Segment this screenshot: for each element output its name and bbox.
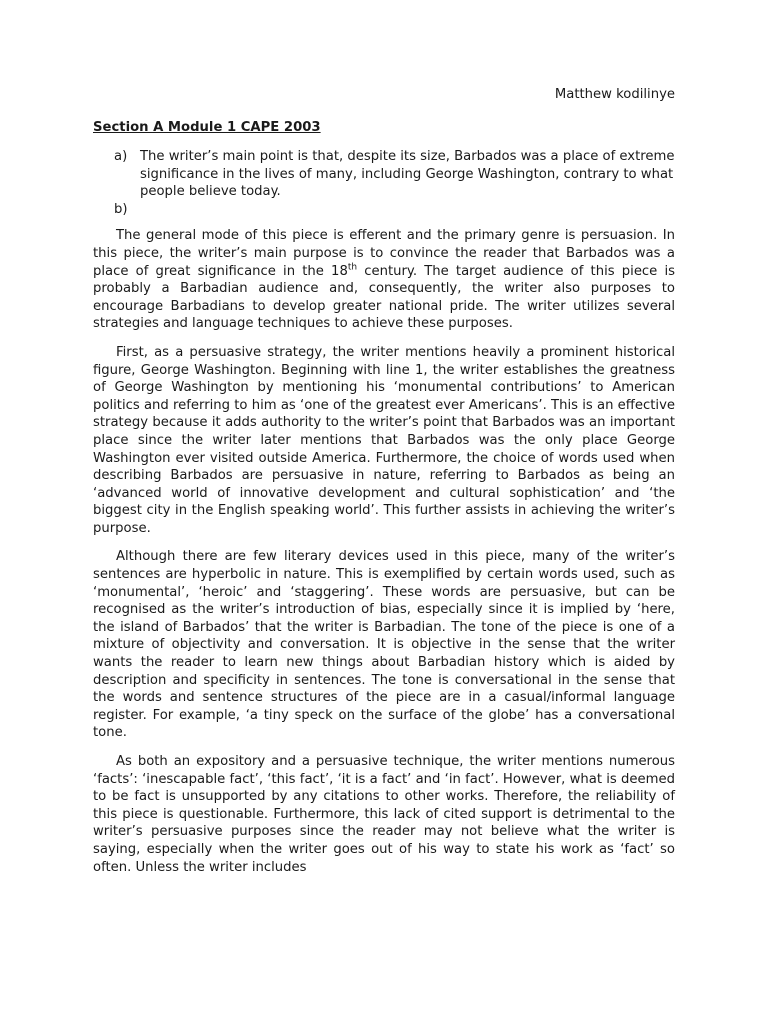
paragraph-1-text-start: The general mode of this piece is efferent and the primary genre is persuasion. In this piece, the writer’s main purpose is to convince the reader that Barbados was a place of great significance in the 18 [93,228,675,279]
question-answer-a: The writer’s main point is that, despite its size, Barbados was a place of extreme significance in the lives of many, including George Washington, contrary to what people believe today. [140,149,675,200]
question-marker-b: b) [114,201,128,217]
paragraph-genre-purpose [93,227,675,333]
question-item-a [93,148,675,201]
author-name: Matthew kodilinye [554,87,675,102]
ordinal-superscript: th [347,262,358,273]
question-marker-a: a) [114,149,128,164]
paragraph-1-text-end: century. The target audience of this piece is probably a Barbadian audience and, consequently, the writer also purposes to encourage Barbadians to develop greater national pride. The writer utilizes several strategies and language techniques to achieve these purposes. [93,263,676,332]
paragraph-literary-devices: Although there are few literary devices used in this piece, many of the writer’s sentences are hyperbolic in nature. This is exemplified by certain words used, such as ‘monumental’, ‘heroic’ and ‘staggering’. These words are persuasive, but can be recognised as the writer’s introduction of bias, especially since it is implied by ‘here, the island of Barbados’ that the writer is Barbadian. The tone of the piece is one of a mixture of objectivity and conversation. It is objective in the sense that the writer wants the reader to learn new things about Barbadian history which is aided by description and specificity in sentences. The tone is conversational in the sense that the words and sentence structures of the piece are in a casual/informal language register. For example, ‘a tiny speck on the surface of the globe’ has a conversational tone. [93,549,675,741]
document-page [93,86,675,876]
question-item-b [93,201,675,219]
paragraph-persuasive-strategy: First, as a persuasive strategy, the writer mentions heavily a prominent historical figure, George Washington. Beginning with line 1, the writer establishes the greatness of George Washington by mentioning his ‘monumental contributions’ to American politics and referring to him as ‘one of the greatest ever Americans’. This is an effective strategy because it adds authority to the writer’s point that Barbados was an important place since the writer later mentions that Barbados was the only place George Washington ever visited outside America. Furthermore, the choice of words used when describing Barbados are persuasive in nature, referring to Barbados as being an ‘advanced world of innovative development and cultural sophistication’ and ‘the biggest city in the English speaking world’. This further assists in achieving the writer’s purpose. [93,344,675,536]
question-list [93,148,675,218]
paragraph-facts-technique: As both an expository and a persuasive technique, the writer mentions numerous ‘facts’: ‘inescapable fact’, ‘this fact’, ‘it is a fact’ and ‘in fact’. However, what is deemed to be fact is unsupported by any citations to other works. Therefore, the reliability of this piece is questionable. Furthermore, this lack of cited support is detrimental to the writer’s persuasive purposes since the reader may not believe what the writer is saying, especially when the writer goes out of his way to state his work as ‘fact’ so often. Unless the writer includes [93,754,675,875]
section-heading: Section A Module 1 CAPE 2003 [93,120,321,135]
